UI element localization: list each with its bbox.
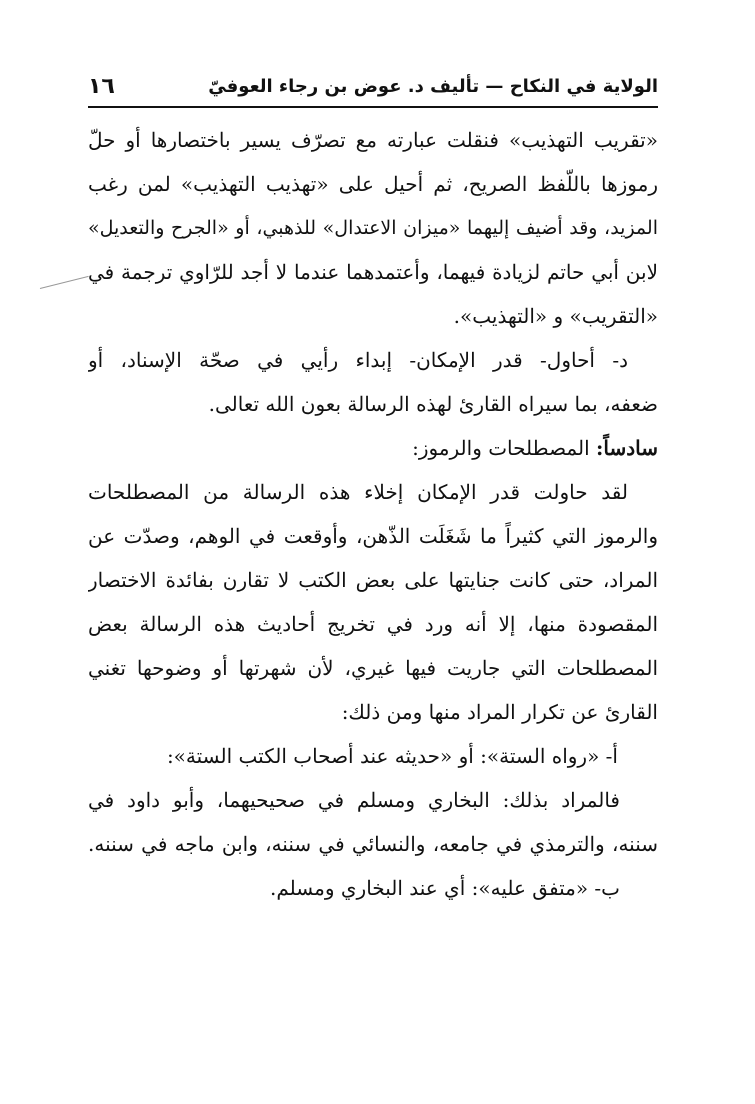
text-line: سننه، والترمذي في جامعه، والنسائي في سننه، وابن ماجه في سننه.	[88, 832, 658, 856]
text-line: «تقريب التهذيب» فنقلت عبارته مع تصرّف يسير باختصارها أو حلّ	[88, 128, 658, 152]
running-title: الولاية في النكاح — تأليف د. عوض بن رجاء العوفيّ	[208, 76, 658, 97]
text-line: أ- «رواه الستة»: أو «حديثه عند أصحاب الكتب الستة»:	[166, 744, 618, 768]
text-line: ب- «متفق عليه»: أي عند البخاري ومسلم.	[270, 876, 620, 900]
running-header	[88, 74, 658, 108]
text-line: فالمراد بذلك: البخاري ومسلم في صحيحيهما، وأبو داود في	[88, 788, 620, 812]
text-line: رموزها باللّفظ الصريح، ثم أحيل على «تهذيب التهذيب» لمن رغب	[88, 172, 658, 196]
section-heading-text: المصطلحات والرموز:	[412, 436, 596, 460]
section-heading	[88, 426, 658, 470]
page-number: ١٦	[88, 74, 115, 99]
text-line: المقصودة منها، إلا أنه ورد في تخريج أحاديث هذه الرسالة بعض	[88, 612, 658, 636]
header-rule	[88, 106, 658, 108]
text-line: المزيد، وقد أضيف إليهما «ميزان الاعتدال» للذهبي، أو «الجرح والتعديل»	[88, 217, 658, 239]
text-body	[88, 118, 658, 910]
text-line: المراد، حتى كانت جنايتها على بعض الكتب لا تقارن بفائدة الاختصار	[88, 568, 658, 592]
text-line: ضعفه، بما سيراه القارئ لهذه الرسالة بعون الله تعالى.	[208, 392, 658, 416]
text-line: لابن أبي حاتم لزيادة فيهما، وأعتمدهما عندما لا أجد للرّاوي ترجمة في	[88, 260, 658, 284]
text-line: القارئ عن تكرار المراد منها ومن ذلك:	[341, 700, 658, 724]
margin-pencil-mark	[40, 276, 89, 289]
section-heading-label: سادساً:	[596, 436, 658, 460]
text-line: د- أحاول- قدر الإمكان- إبداء رأيي في صحّة الإسناد، أو	[88, 348, 628, 372]
text-line: لقد حاولت قدر الإمكان إخلاء هذه الرسالة من المصطلحات	[88, 480, 628, 504]
text-line: المصطلحات التي جاريت فيها غيري، لأن شهرتها أو وضوحها تغني	[88, 656, 658, 680]
text-line: والرموز التي كثيراً ما شَغَلَت الذّهن، وأوقعت في الوهم، وصدّت عن	[88, 524, 658, 548]
text-line: «التقريب» و «التهذيب».	[453, 304, 658, 328]
